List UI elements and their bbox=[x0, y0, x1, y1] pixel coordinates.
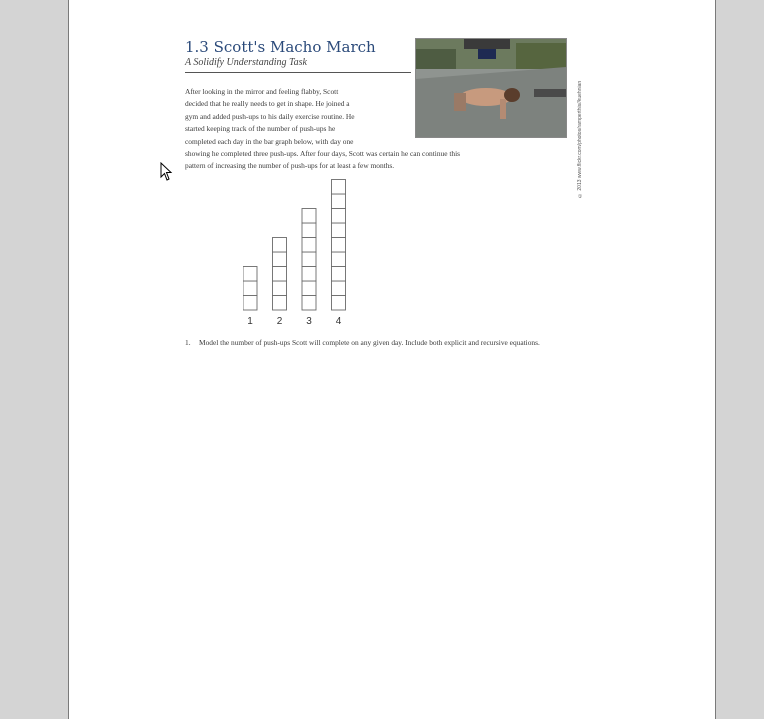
unit-square bbox=[273, 252, 287, 267]
photo-credit: © 2013 www.flickr.com/photos/ramperthis//kuehnian bbox=[577, 80, 583, 198]
unit-square bbox=[302, 252, 316, 267]
unit-square bbox=[302, 209, 316, 224]
intro-line: completed each day in the bar graph below, with day one bbox=[185, 136, 354, 146]
unit-square bbox=[302, 296, 316, 311]
question-text: Model the number of push-ups Scott will complete on any given day. Include both explicit and recursive equations. bbox=[199, 338, 540, 347]
unit-square bbox=[273, 238, 287, 253]
x-tick-label: 1 bbox=[247, 316, 253, 327]
unit-square bbox=[332, 296, 346, 311]
intro-line: After looking in the mirror and feeling flabby, Scott bbox=[185, 87, 339, 96]
intro-paragraph bbox=[185, 86, 409, 148]
unit-square bbox=[243, 281, 257, 296]
question-number: 1. bbox=[185, 338, 191, 347]
task-title: 1.3 Scott's Macho March bbox=[185, 38, 376, 56]
pushup-photo-image bbox=[416, 39, 566, 137]
intro-paragraph-continued bbox=[185, 148, 555, 173]
unit-square bbox=[332, 281, 346, 296]
intro-line: gym and added push-ups to his daily exercise routine. He bbox=[185, 111, 355, 121]
pushup-photo bbox=[415, 38, 567, 138]
unit-square bbox=[332, 194, 346, 209]
x-tick-label: 4 bbox=[335, 316, 342, 327]
unit-square bbox=[243, 267, 257, 282]
document-page bbox=[68, 0, 716, 719]
intro-line: showing he completed three push-ups. After four days, Scott was certain he can continue this bbox=[185, 149, 461, 158]
unit-square bbox=[243, 296, 257, 311]
unit-square bbox=[302, 223, 316, 238]
intro-line: started keeping track of the number of push-ups he bbox=[185, 124, 336, 134]
unit-square bbox=[332, 252, 346, 267]
unit-square bbox=[302, 238, 316, 253]
unit-square bbox=[332, 267, 346, 282]
x-tick-label: 2 bbox=[276, 316, 283, 327]
task-subtitle: A Solidify Understanding Task bbox=[185, 57, 307, 68]
unit-square bbox=[273, 281, 287, 296]
mouse-pointer-icon bbox=[160, 162, 174, 182]
title-rule bbox=[185, 72, 411, 73]
pushup-bar-graph bbox=[243, 176, 359, 332]
unit-square bbox=[332, 180, 346, 195]
bar-day-2 bbox=[273, 238, 287, 311]
x-tick-label: 3 bbox=[306, 316, 312, 327]
intro-line: pattern of increasing the number of push-ups for at least a few months. bbox=[185, 161, 395, 171]
bar-day-4 bbox=[332, 180, 346, 311]
intro-line: decided that he really needs to get in shape. He joined a bbox=[185, 99, 350, 109]
unit-square bbox=[302, 281, 316, 296]
unit-square bbox=[332, 209, 346, 224]
unit-square bbox=[332, 238, 346, 253]
bar-day-3 bbox=[302, 209, 316, 311]
unit-square bbox=[332, 223, 346, 238]
unit-square bbox=[302, 267, 316, 282]
unit-square bbox=[273, 267, 287, 282]
bar-day-1 bbox=[243, 267, 257, 311]
unit-square bbox=[273, 296, 287, 311]
